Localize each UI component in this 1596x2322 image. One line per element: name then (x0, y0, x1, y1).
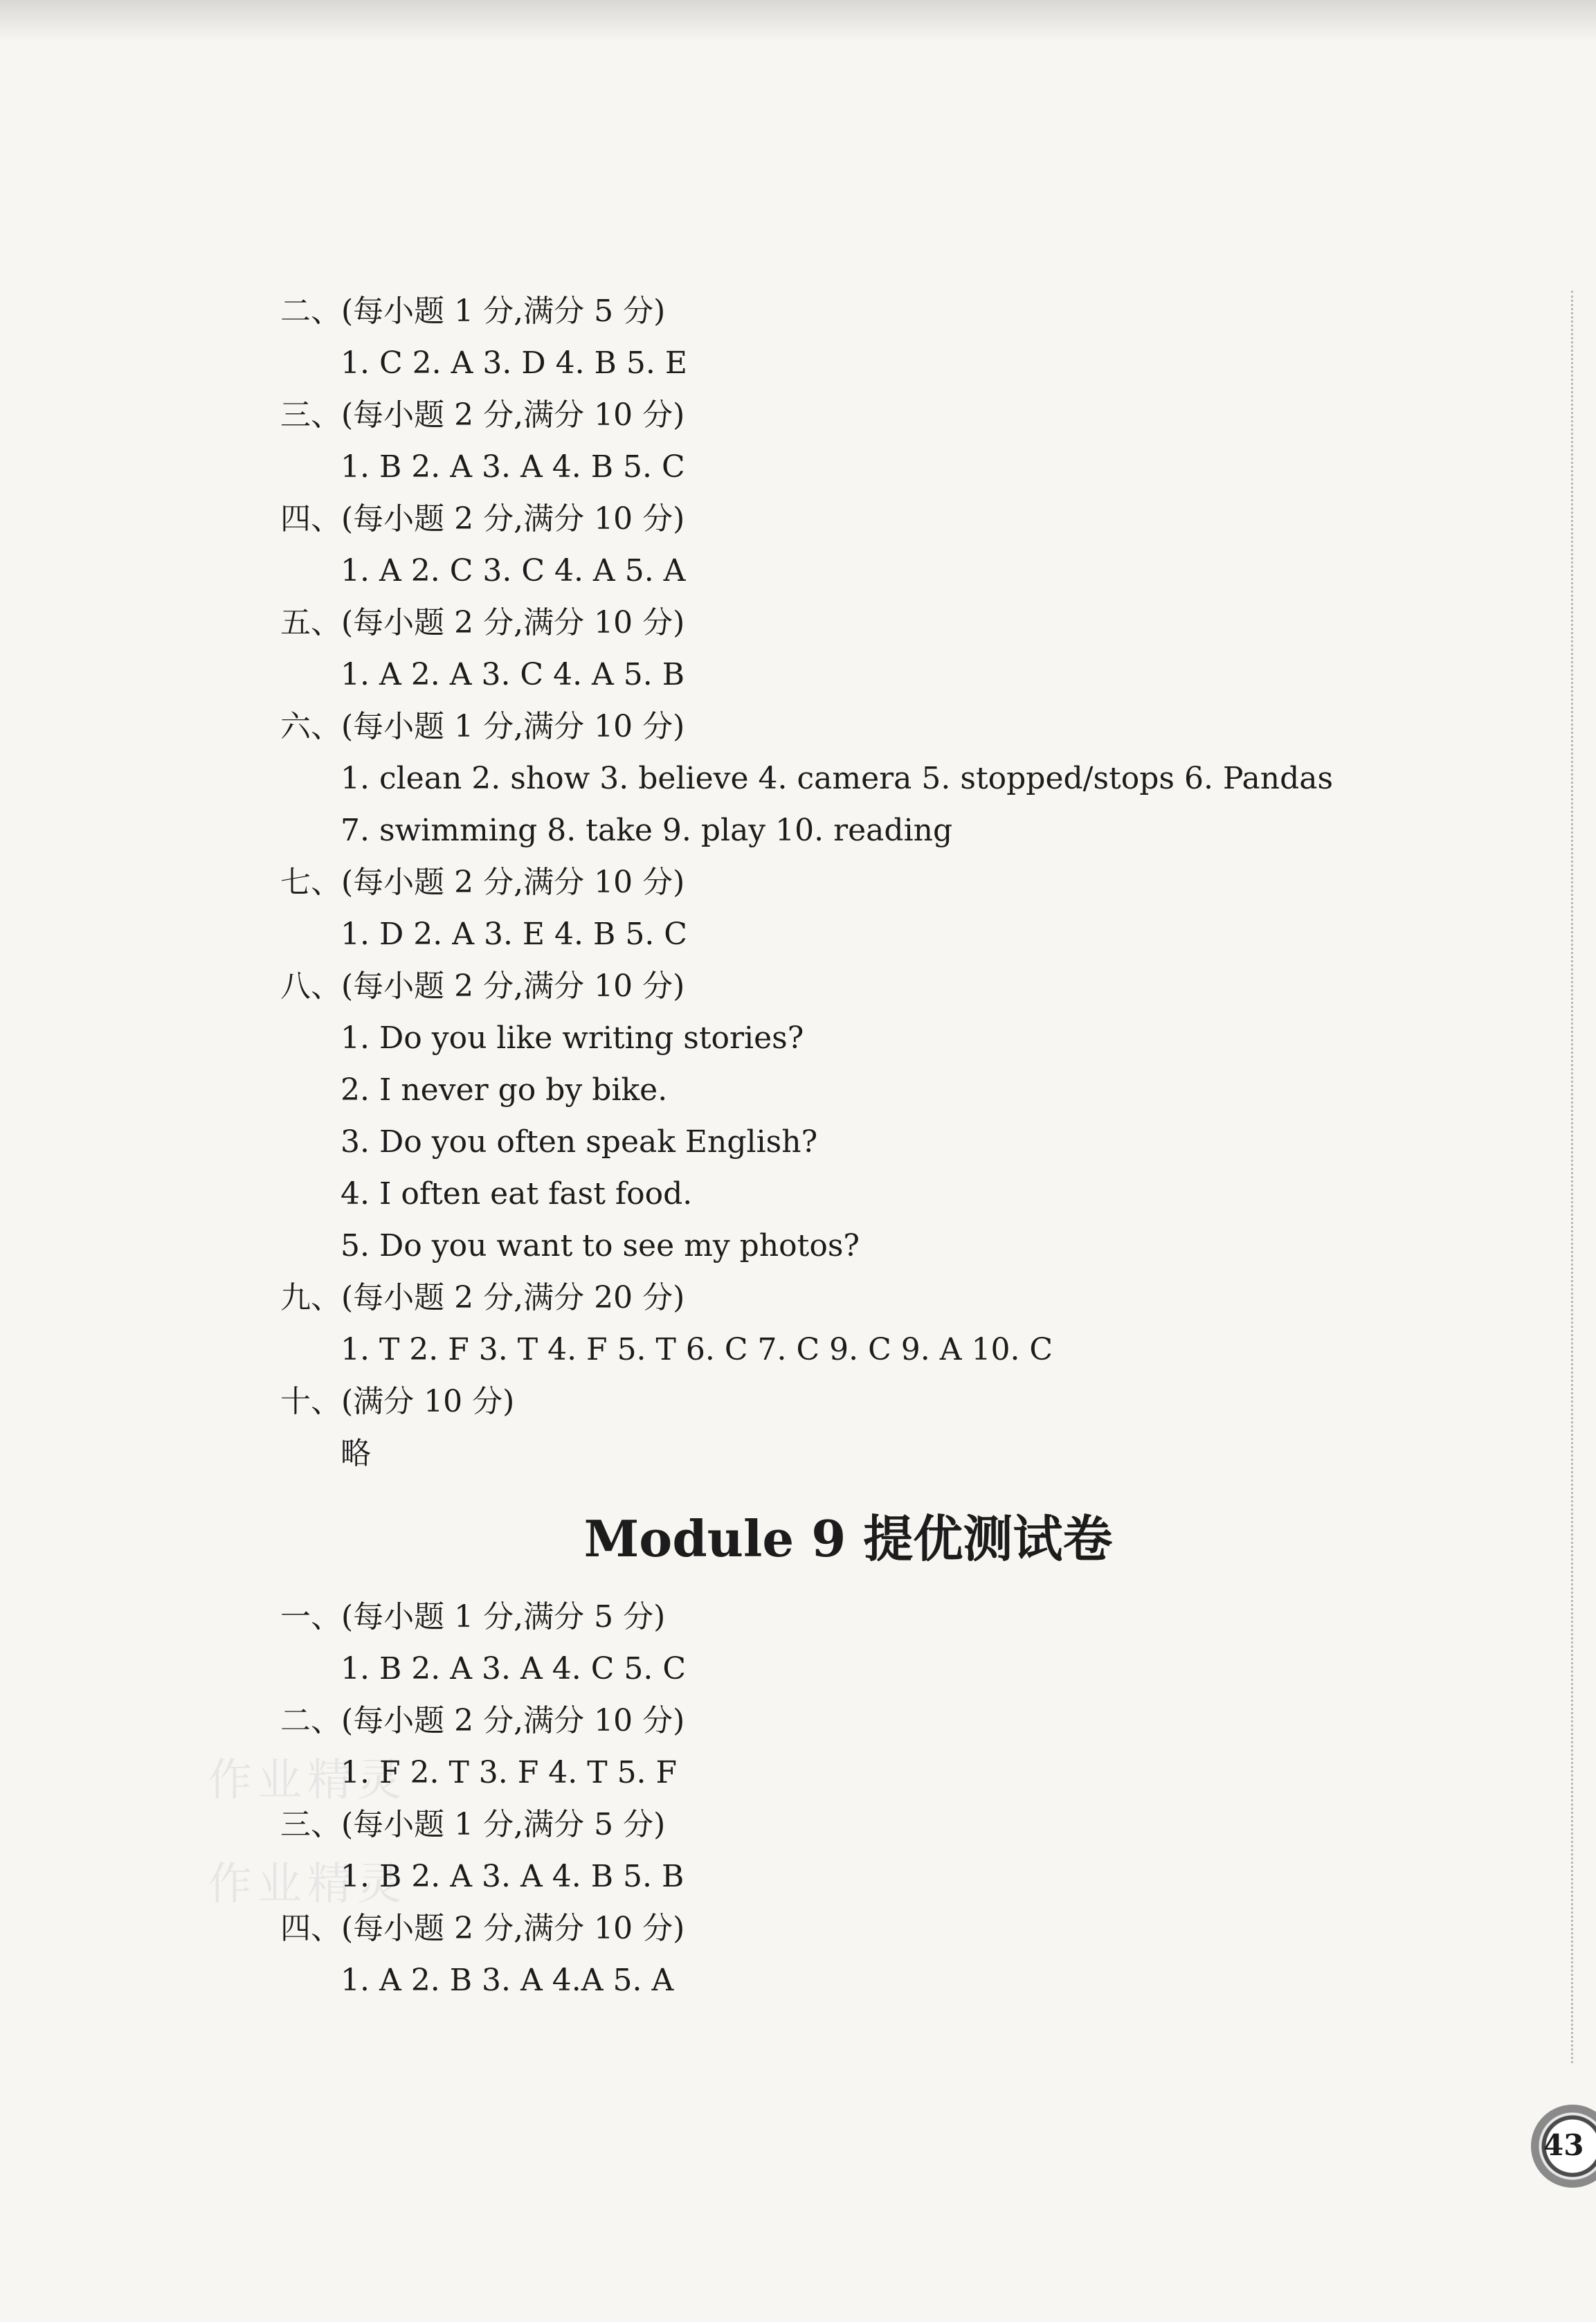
section-heading: 五、(每小题 2 分,满分 10 分) (280, 605, 685, 640)
answer-line: 1. A 2. C 3. C 4. A 5. A (341, 553, 686, 588)
answer-line: 1. A 2. B 3. A 4.A 5. A (341, 1963, 674, 1998)
page-number: 43 (1543, 2128, 1584, 2162)
margin-rule (1571, 291, 1573, 2063)
section-heading: 八、(每小题 2 分,满分 10 分) (280, 969, 685, 1004)
answer-line: 1. B 2. A 3. A 4. B 5. C (341, 449, 685, 485)
section-heading: 四、(每小题 2 分,满分 10 分) (280, 1911, 685, 1946)
section-heading: 二、(每小题 1 分,满分 5 分) (280, 294, 666, 329)
section-heading: 二、(每小题 2 分,满分 10 分) (280, 1703, 685, 1738)
section-heading: 三、(每小题 1 分,满分 5 分) (280, 1807, 666, 1842)
answer-line: 5. Do you want to see my photos? (341, 1228, 860, 1263)
section-heading: 九、(每小题 2 分,满分 20 分) (280, 1280, 685, 1315)
answer-line: 1. B 2. A 3. A 4. B 5. B (341, 1859, 684, 1894)
section-heading: 七、(每小题 2 分,满分 10 分) (280, 865, 685, 900)
answer-line: 1. A 2. A 3. C 4. A 5. B (341, 657, 685, 692)
watermark: 作业精灵 (208, 1755, 407, 1806)
answer-line: 7. swimming 8. take 9. play 10. reading (341, 813, 953, 848)
answer-line: 2. I never go by bike. (341, 1072, 668, 1108)
answer-line: 3. Do you often speak English? (341, 1124, 818, 1160)
watermark: 作业精灵 (208, 1859, 407, 1910)
answer-line: 1. C 2. A 3. D 4. B 5. E (341, 345, 687, 381)
section-heading: 三、(每小题 2 分,满分 10 分) (280, 397, 685, 433)
section-heading: 四、(每小题 2 分,满分 10 分) (280, 501, 685, 537)
answer-line: 4. I often eat fast food. (341, 1176, 693, 1212)
page-top-edge (0, 0, 1596, 42)
section-heading: 六、(每小题 1 分,满分 10 分) (280, 709, 685, 744)
section-heading: 一、(每小题 1 分,满分 5 分) (280, 1599, 666, 1635)
answer-line: 1. T 2. F 3. T 4. F 5. T 6. C 7. C 9. C 9. A 10. C (341, 1332, 1053, 1367)
answer-line: 1. clean 2. show 3. believe 4. camera 5. stopped/stops 6. Pandas (341, 761, 1334, 796)
answer-line: 1. D 2. A 3. E 4. B 5. C (341, 917, 687, 952)
page-number-badge (1531, 2105, 1596, 2188)
module-title: Module 9 提优测试卷 (583, 1509, 1113, 1568)
answer-line: 1. Do you like writing stories? (341, 1020, 804, 1056)
answer-line: 1. F 2. T 3. F 4. T 5. F (341, 1755, 678, 1790)
answer-line: 1. B 2. A 3. A 4. C 5. C (341, 1651, 686, 1686)
section-heading: 十、(满分 10 分) (280, 1384, 515, 1419)
answer-line: 略 (341, 1436, 371, 1471)
